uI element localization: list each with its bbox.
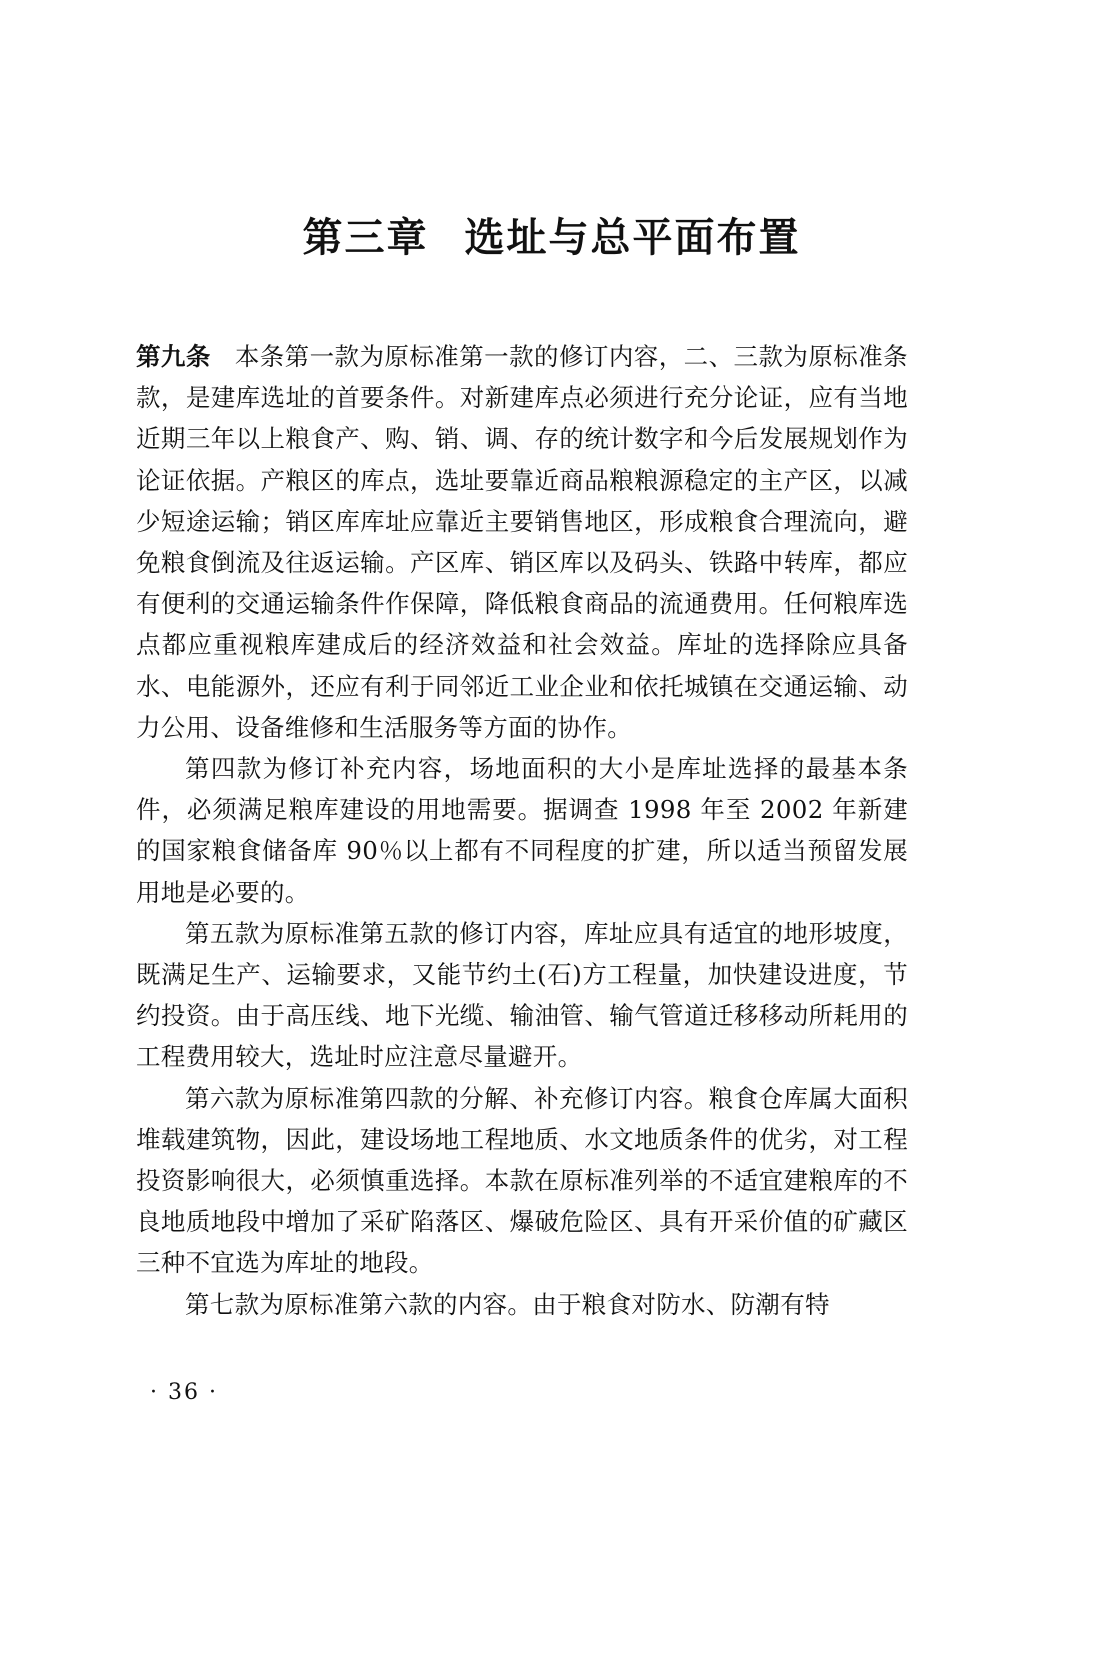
page-number: · 36 · (150, 1380, 218, 1405)
paragraph-clause-7: 第七款为原标准第六款的内容。由于粮食对防水、防潮有特 (185, 1289, 830, 1319)
paragraph-text: 本条第一款为原标准第一款的修订内容，二、三款为原标准条款，是建库选址的首要条件。对新建库点必须进行充分论证，应有当地近期三年以上粮食产、购、销、调、存的统计数字和今后发展规划作为论证依据。产粮区的库点，选址要靠近商品粮粮源稳定的主产区，以减少短途运输；销区库库址应靠近主要销售地区，形成粮食合理流向，避免粮食倒流及往返运输。产区库、销区库以及码头、铁路中转库，都应有便利的交通运输条件作保障，降低粮食商品的流通费用。任何粮库选点都应重视粮库建成后的经济效益和社会效益。库址的选择除应具备水、电能源外，还应有利于同邻近工业企业和依托城镇在交通运输、动力公用、设备维修和生活服务等方面的协作。 (136, 342, 908, 742)
body-text (136, 336, 908, 1325)
chapter-heading (0, 212, 1103, 264)
article-label: 第九条 (136, 342, 211, 371)
chapter-number: 第三章 (302, 215, 429, 261)
chapter-title: 选址与总平面布置 (464, 215, 801, 261)
paragraph-clause-4: 第四款为修订补充内容，场地面积的大小是库址选择的最基本条件，必须满足粮库建设的用地需要。据调查 1998 年至 2002 年新建的国家粮食储备库 90％以上都有不同程度的扩建，所以适当预留发展用地是必要的。 (136, 754, 908, 907)
paragraph-clause-5: 第五款为原标准第五款的修订内容，库址应具有适宜的地形坡度，既满足生产、运输要求，又能节约土(石)方工程量，加快建设进度，节约投资。由于高压线、地下光缆、输油管、输气管道迁移移动所耗用的工程费用较大，选址时应注意尽量避开。 (136, 918, 908, 1072)
paragraph-article-9 (136, 336, 908, 748)
paragraph-clause-6: 第六款为原标准第四款的分解、补充修订内容。粮食仓库属大面积堆载建筑物，因此，建设场地工程地质、水文地质条件的优劣，对工程投资影响很大，必须慎重选择。本款在原标准列举的不适宜建粮库的不良地质地段中增加了采矿陷落区、爆破危险区、具有开采价值的矿藏区三种不宜选为库址的地段。 (136, 1083, 908, 1278)
